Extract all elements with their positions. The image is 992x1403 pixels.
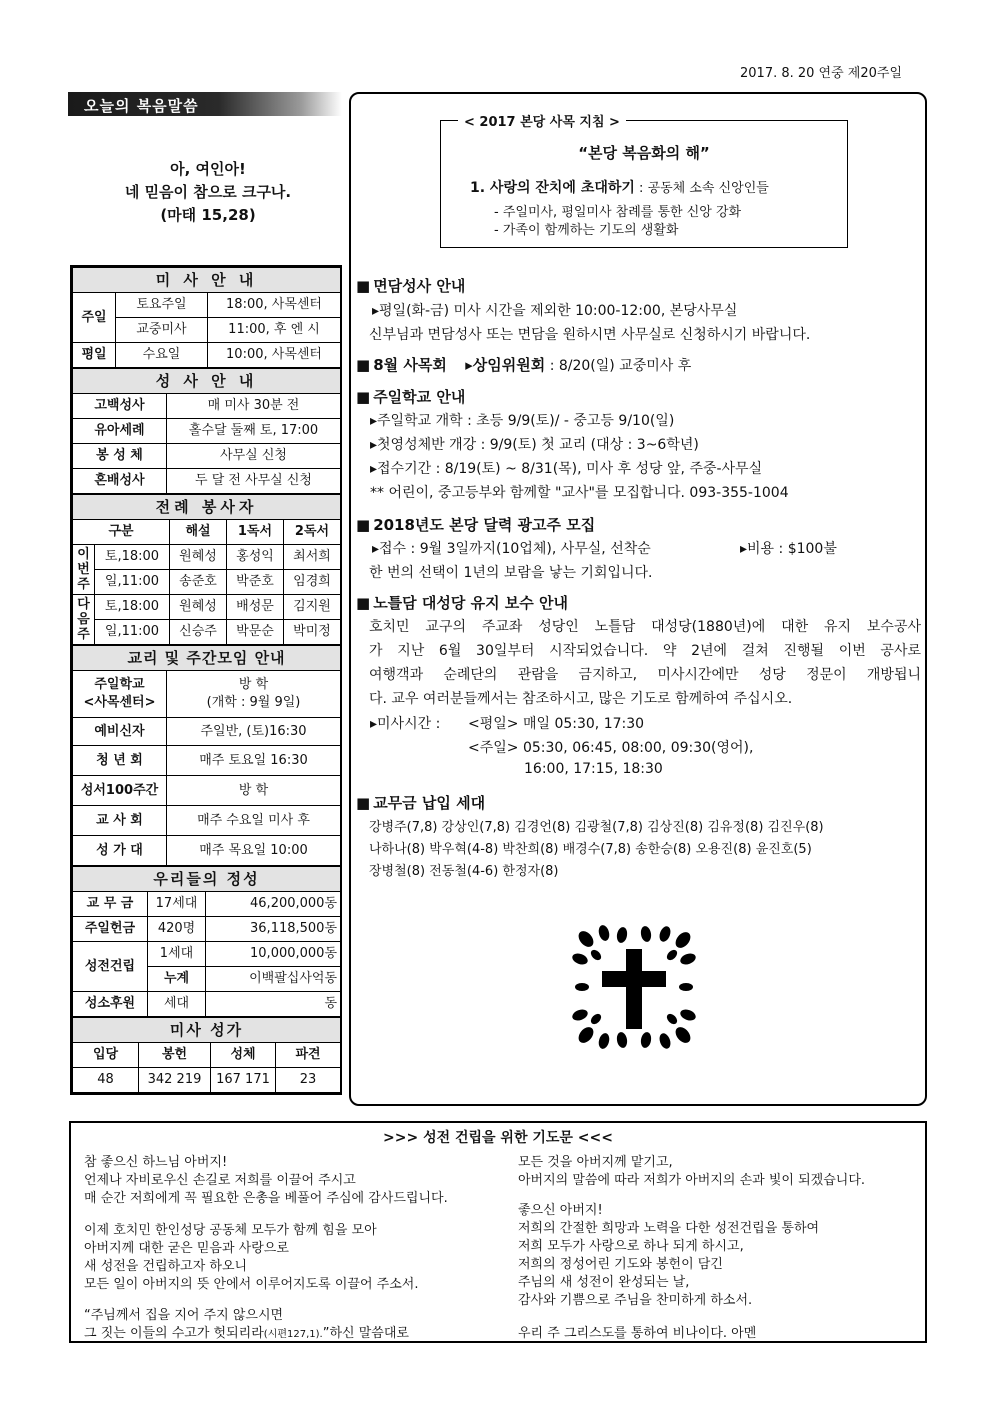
- this-week-label: 이번주: [73, 545, 95, 595]
- mass-type: 수요일: [116, 343, 208, 368]
- cathedral-heading: ■ 노틀담 대성당 유지 보수 안내: [356, 592, 568, 613]
- sacrament-info: 홀수달 둘째 토, 17:00: [167, 419, 341, 444]
- minister-name: 원혜성: [170, 595, 227, 620]
- cathedral-weekday-times: <평일> 매일 05:30, 17:30: [468, 716, 645, 732]
- meeting-info: 매주 목요일 10:00: [167, 836, 341, 866]
- prayer-title: >>> 성전 건립을 위한 기도문 <<<: [383, 1130, 613, 1146]
- pastoral-policy-heading: < 2017 본당 사목 지침 >: [458, 111, 626, 130]
- hymn-header: 파견: [276, 1043, 341, 1068]
- prayer-line: 저희의 간절한 희망과 노력을 다한 성전건립을 통하여: [518, 1221, 820, 1236]
- hymn-number: 342 219: [139, 1068, 211, 1093]
- dues-names: 강병주(7,8) 강상인(7,8) 김경언(8) 김광철(7,8) 김상진(8) 김유정(8) 김진우(8): [369, 820, 824, 835]
- meeting-name: 성서100주간: [73, 776, 167, 806]
- school-line: ▸주일학교 개학 : 초등 9/9(토)/ - 중고등 9/10(일): [370, 413, 675, 429]
- offering-type: 성전건립: [73, 942, 148, 992]
- next-week-label: 다음주: [73, 595, 95, 645]
- offering-amount: 46,200,000동: [206, 892, 341, 917]
- sacrament-name: 봉 성 체: [73, 444, 167, 469]
- council-sub: ▸상임위원회: [465, 356, 546, 374]
- minister-name: 송준호: [170, 570, 227, 595]
- hymn-header: 입당: [73, 1043, 139, 1068]
- meeting-name: 예비신자: [73, 718, 167, 746]
- mass-type: 교중미사: [116, 318, 208, 343]
- offering-type: 교 무 금: [73, 892, 148, 917]
- prayer-line: 주님의 새 성전이 완성되는 날,: [518, 1275, 690, 1290]
- cathedral-line: 호치민 교구의 주교좌 성당인 노틀담 대성당(1880년)에 대한 유지 보수공사: [369, 619, 921, 635]
- prayer-line: “주님께서 집을 지어 주지 않으시면: [84, 1308, 284, 1323]
- prayer-line: 아버지의 말씀에 따라 저희가 아버지의 손과 빛이 되겠습니다.: [518, 1173, 866, 1188]
- cathedral-line: 가 지난 6월 30일부터 시작되었습니다. 약 2년에 걸쳐 진행될 이번 공사로: [369, 643, 921, 659]
- prayer-line: 좋으신 아버지!: [518, 1203, 603, 1218]
- offering-amount: 10,000,000동: [206, 942, 341, 967]
- verse-line: 네 믿음이 참으로 크구나.: [124, 183, 292, 201]
- school-line: ** 어린이, 중고등부와 함께할 "교사"를 모집합니다. 093-355-1004: [370, 485, 789, 501]
- cathedral-mass-label: ▸미사시간 :: [370, 716, 441, 732]
- offering-count: 1세대: [148, 942, 206, 967]
- sacrament-name: 유아세례: [73, 419, 167, 444]
- dues-names: 장병철(8) 전동철(4-6) 한정자(8): [369, 864, 559, 879]
- sacraments-table: [72, 368, 341, 494]
- policy-item-rest: : 공동체 소속 신앙인들: [634, 181, 769, 196]
- hymn-number: 167 171: [211, 1068, 276, 1093]
- prayer-line: [84, 1322, 409, 1341]
- sacrament-info: 매 미사 30분 전: [167, 394, 341, 419]
- minister-name: 박문순: [227, 620, 284, 645]
- school-line: ▸접수기간 : 8/19(토) ~ 8/31(목), 미사 후 성당 앞, 주중-사무실: [370, 461, 763, 477]
- mass-type: 토요주일: [116, 293, 208, 318]
- minister-name: 박준호: [227, 570, 284, 595]
- school-heading: ■ 주일학교 안내: [356, 386, 465, 407]
- prayer-line: 모든 일이 아버지의 뜻 안에서 이루어지도록 이끌어 주소서.: [84, 1277, 419, 1292]
- minister-name: 김지원: [284, 595, 341, 620]
- meeting-place: <사목센터>: [83, 695, 156, 710]
- meeting-info: 주일반, (토)16:30: [167, 718, 341, 746]
- offering-amount: 36,118,500동: [206, 917, 341, 942]
- meetings-heading: 교리 및 주간모임 안내: [73, 646, 341, 671]
- counsel-heading: ■ 면담성사 안내: [356, 275, 465, 296]
- prayer-line: 새 성전을 건립하고자 하오니: [84, 1259, 248, 1274]
- minister-slot: 일,11:00: [95, 570, 170, 595]
- offering-count: 누계: [148, 967, 206, 992]
- council-notice: [356, 354, 691, 375]
- prayer-line: 모든 것을 아버지께 맡기고,: [518, 1155, 673, 1170]
- calendar-cost: ▸비용 : $100불: [740, 541, 837, 557]
- offering-amount: 이백팔십사억동: [206, 967, 341, 992]
- prayer-line: 저희 모두가 사랑으로 하나 되게 하시고,: [518, 1239, 744, 1254]
- col-header: 구분: [73, 520, 170, 545]
- council-heading: ■ 8월 사목회: [356, 356, 447, 374]
- meeting-info: 매주 수요일 미사 후: [167, 806, 341, 836]
- offerings-heading: 우리들의 정성: [73, 867, 341, 892]
- calendar-heading: ■ 2018년도 본당 달력 광고주 모집: [356, 514, 595, 535]
- gospel-verse: [70, 158, 346, 227]
- calendar-line: 한 번의 선택이 1년의 보람을 낳는 기회입니다.: [369, 565, 653, 581]
- minister-name: 박미정: [284, 620, 341, 645]
- minister-name: 신승주: [170, 620, 227, 645]
- prayer-line: 언제나 자비로우신 손길로 저희를 이끌어 주시고: [84, 1173, 356, 1188]
- verse-reference: (마태 15,28): [160, 206, 256, 224]
- offering-type: 주일헌금: [73, 917, 148, 942]
- meeting-info: 매주 토요일 16:30: [167, 746, 341, 776]
- counsel-line: ▸평일(화-금) 미사 시간을 제외한 10:00-12:00, 본당사무실: [372, 303, 738, 319]
- minister-name: 홍성익: [227, 545, 284, 570]
- meetings-table: [72, 645, 341, 866]
- cathedral-line: 여행객과 순례단의 관람을 금지하고, 미사시간에만 성당 정문이 개방됩니: [369, 667, 921, 683]
- minister-name: 원혜성: [170, 545, 227, 570]
- hymns-table: [72, 1017, 341, 1093]
- cross-footprints-illustration: [572, 925, 696, 1049]
- parish-info-tables: [70, 265, 342, 1095]
- cathedral-sunday-times: <주일> 05:30, 06:45, 08:00, 09:30(영어),: [468, 740, 754, 756]
- sacrament-name: 고백성사: [73, 394, 167, 419]
- meeting-name: 청 년 회: [73, 746, 167, 776]
- prayer-line-text: 그 짓는 이들의 수고가 헛되리라: [84, 1326, 264, 1341]
- meeting-info: 방 학: [238, 677, 269, 692]
- offering-count: 17세대: [148, 892, 206, 917]
- pastoral-policy-subtitle: “본당 복음화의 해”: [578, 144, 710, 162]
- offering-amount: 동: [206, 992, 341, 1017]
- calendar-line: ▸접수 : 9월 3일까지(10업체), 사무실, 선착순: [372, 541, 651, 557]
- mass-time: 18:00, 사목센터: [208, 293, 341, 318]
- minister-slot: 일,11:00: [95, 620, 170, 645]
- sacrament-info: 사무실 신청: [167, 444, 341, 469]
- meeting-name: 교 사 회: [73, 806, 167, 836]
- ministers-heading: 전례 봉사자: [73, 495, 341, 520]
- verse-line: 아, 여인아!: [170, 160, 246, 178]
- cathedral-sunday-times: 16:00, 17:15, 18:30: [524, 761, 663, 777]
- prayer-line: 우리 주 그리스도를 통하여 비나이다. 아멘: [518, 1326, 757, 1341]
- minister-slot: 토,18:00: [95, 595, 170, 620]
- prayer-line: 참 좋으신 하느님 아버지!: [84, 1155, 228, 1170]
- mass-schedule-heading: 미 사 안 내: [73, 268, 341, 293]
- hymn-number: 48: [73, 1068, 139, 1093]
- school-line: ▸첫영성체반 개강 : 9/9(토) 첫 교리 (대상 : 3~6학년): [370, 437, 699, 453]
- prayer-line: 이제 호치민 한인성당 공동체 모두가 함께 힘을 모아: [84, 1223, 377, 1238]
- hymn-header: 성체: [211, 1043, 276, 1068]
- dues-names: 나하나(8) 박우혁(4-8) 박찬희(8) 배경수(7,8) 송한승(8) 오용진(8) 윤진호(5): [369, 842, 812, 857]
- policy-line: - 가족이 함께하는 기도의 생활화: [494, 223, 679, 238]
- dues-heading: ■ 교무금 납입 세대: [356, 792, 485, 813]
- sunday-label: 주일: [73, 293, 116, 343]
- minister-name: 최서희: [284, 545, 341, 570]
- col-header: 해설: [170, 520, 227, 545]
- hymns-heading: 미사 성가: [73, 1018, 341, 1043]
- minister-name: 임경희: [284, 570, 341, 595]
- col-header: 1독서: [227, 520, 284, 545]
- meeting-name: 성 가 대: [73, 836, 167, 866]
- sacraments-heading: 성 사 안 내: [73, 369, 341, 394]
- offering-count: 420명: [148, 917, 206, 942]
- offerings-table: [72, 866, 341, 1017]
- meeting-name: 주일학교: [94, 677, 145, 692]
- prayer-reference: (시편127,1).: [263, 1329, 323, 1340]
- col-header: 2독서: [284, 520, 341, 545]
- meeting-note: (개학 : 9월 9일): [206, 695, 301, 710]
- issue-date: 2017. 8. 20 연중 제20주일: [740, 66, 903, 81]
- prayer-line-end: ”하신 말씀대로: [322, 1326, 409, 1341]
- hymn-header: 봉헌: [139, 1043, 211, 1068]
- sacrament-name: 혼배성사: [73, 469, 167, 494]
- mass-time: 11:00, 후 엔 시: [208, 318, 341, 343]
- minister-name: 배성문: [227, 595, 284, 620]
- sacrament-info: 두 달 전 사무실 신청: [167, 469, 341, 494]
- policy-line: - 주일미사, 평일미사 참례를 통한 신앙 강화: [494, 205, 742, 220]
- offering-count: 세대: [148, 992, 206, 1017]
- prayer-line: 감사와 기쁨으로 주님을 찬미하게 하소서.: [518, 1293, 753, 1308]
- prayer-line: 저희의 정성어린 기도와 봉헌이 담긴: [518, 1257, 723, 1272]
- cathedral-line: 다. 교우 여러분들께서는 참조하시고, 많은 기도로 함께하여 주십시오.: [369, 691, 793, 707]
- minister-slot: 토,18:00: [95, 545, 170, 570]
- council-detail: : 8/20(일) 교중미사 후: [545, 358, 692, 374]
- gospel-title: 오늘의 복음말씀: [84, 97, 199, 115]
- counsel-line: 신부님과 면담성사 또는 면담을 원하시면 사무실로 신청하시기 바랍니다.: [369, 327, 811, 343]
- meeting-info: 방 학: [167, 776, 341, 806]
- pastoral-policy-item: [470, 177, 769, 197]
- mass-time: 10:00, 사목센터: [208, 343, 341, 368]
- hymn-number: 23: [276, 1068, 341, 1093]
- ministers-table: [72, 494, 341, 645]
- policy-item-title: 1. 사랑의 잔치에 초대하기: [470, 180, 635, 196]
- prayer-line: 아버지께 대한 굳은 믿음과 사랑으로: [84, 1241, 289, 1256]
- mass-schedule-table: [72, 267, 341, 368]
- weekday-label: 평일: [73, 343, 116, 368]
- offering-type: 성소후원: [73, 992, 148, 1017]
- prayer-line: 매 순간 저희에게 꼭 필요한 은총을 베풀어 주심에 감사드립니다.: [84, 1191, 448, 1206]
